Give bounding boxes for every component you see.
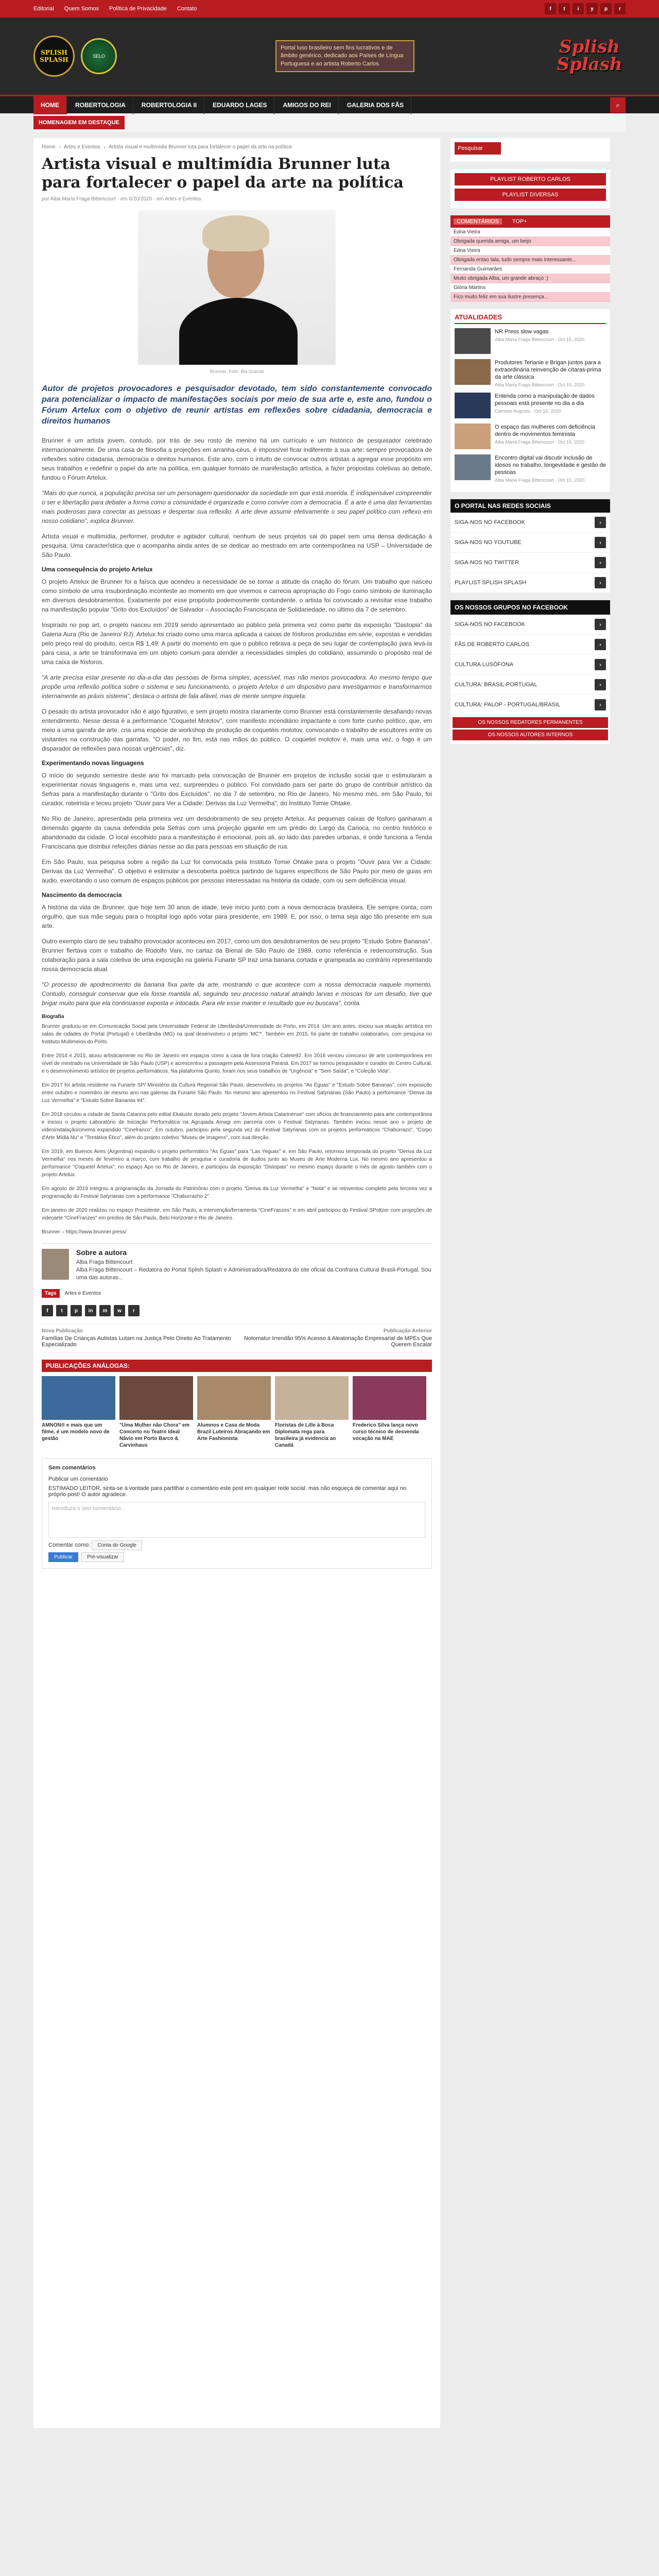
crumb-category[interactable]: Artes e Eventos xyxy=(64,144,100,150)
news-title[interactable]: Produtores Terianie e Brigan juntos para a extraordinária reinvenção de cítaras-prima da arte clássica xyxy=(495,360,601,380)
comment-buttons xyxy=(48,1552,425,1562)
chevron-right-icon: › xyxy=(595,577,606,588)
comments-notice: ESTIMADO LEITOR, sinta-se à vontade para partilhar o comentário este post em qualquer rede social. mas não esqueça de comentar aqui no próprio post! O autor agradece. xyxy=(48,1485,406,1498)
news-thumb xyxy=(455,328,491,354)
writers-button[interactable]: OS NOSSOS REDATORES PERMANENTES xyxy=(453,717,608,728)
news-item[interactable] xyxy=(455,423,606,449)
bio-heading: Biografia xyxy=(42,1014,64,1020)
article-lead: Autor de projetos provocadores e pesquisador devotado, tem sido constantemente convocado para potencializar o impacto de manifestações sociais por meio de sua arte e, este ano, fundou o Fórum Artelux com o objetivo de reunir artistas em reflexões sobre cidadania, democracia e direitos humanos xyxy=(42,384,432,426)
share-pinterest-icon[interactable]: p xyxy=(71,1305,82,1316)
sidebar-playlists xyxy=(450,169,610,208)
comment-snippet[interactable]: Muito obrigada Alba, um grande abraço :) xyxy=(450,274,610,283)
author-avatar xyxy=(42,1249,69,1280)
paragraph: A história da vida de Brunner, que hoje tem 30 anos de idade, teve início junto com a nova democracia brasileira. Ele sempre conta, com orgulho, que sua mãe seguiu para o hospital logo após votar para presidente, em 1989. E, por isso, o tema seja algo tão presente em sua arte. xyxy=(42,904,432,929)
related-item[interactable] xyxy=(275,1376,349,1449)
social-widget xyxy=(450,499,610,593)
search-icon[interactable]: ⌕ xyxy=(610,97,626,113)
group-row[interactable] xyxy=(450,635,610,655)
social-row[interactable] xyxy=(450,553,610,573)
news-meta: Alba Maria Fraga Bittencourt · Oct 15, 2020 xyxy=(495,478,585,483)
newer-title[interactable]: Famílias De Crianças Autistas Lutam na Justiça Pelo Direito Ao Tratamento Especializado xyxy=(42,1335,231,1348)
comment-snippet[interactable]: Fico muito feliz em sua ilustre presença... xyxy=(450,293,610,302)
comment-as-label: Comentar como: xyxy=(48,1542,91,1548)
paragraph: "O processo de apodrecimento da banana fixa parte da arte, mostrando o que acontece com a nossa democracia naquele momento. Contudo, conseguir conservar que ela fosse mantida ali, seguindo seu processo natural atraindo larvas e moscas for um desafio, tive que brigar muito para que ela continuasse exposta e intocada. Para ele esse manter e resultado que eu buscava", conta. xyxy=(42,981,432,1007)
related-title[interactable]: "Uma Mulher não Chora" em Concerto no Teatro Ideal Nâvio em Porto Barco & Carvinhaus xyxy=(119,1422,190,1448)
older-label: Publicação Anterior xyxy=(383,1328,432,1334)
chevron-right-icon: › xyxy=(595,557,606,568)
bio-paragraph: Brunner graduou-se em Comunicação Social pela Universidade Federal de Uberlândia/Universidade do Porto, em 2014. Um ano antes, iniciou sua atuação artística em salas de cidades do Portal (Portugal) e Uberlândia (MG) na qual desenvolveu o projeto 'MC'*. Também em 2015, foi parte de trabalho colaborativo, com pesquisa no Instituto Multimeios do Porto. xyxy=(42,1024,432,1045)
header-tagline: Portal luso brasileiro sem fins lucrativos e de âmbito genérico, dedicado aos Países de Língua Portuguesa e ao artista Roberto Carlos xyxy=(275,40,414,72)
chevron-right-icon: › xyxy=(595,537,606,548)
comment-author[interactable]: Edna Vieira xyxy=(450,246,610,256)
related-title[interactable]: Alumnos e Casa de Moda Brazil Luteiros Abraçando em Arte Fashionista xyxy=(197,1422,270,1442)
top-links xyxy=(33,6,197,12)
facebook-icon[interactable]: f xyxy=(545,3,556,14)
comment-author[interactable]: Edna Vieira xyxy=(450,228,610,237)
section-heading: Uma consequência do projeto Artelux xyxy=(42,566,153,573)
chevron-right-icon: › xyxy=(595,699,606,710)
comment-input[interactable]: Introduza o seu comentário... xyxy=(48,1502,425,1538)
chevron-right-icon: › xyxy=(595,639,606,650)
social-row-label[interactable]: SIGA-NOS NO YOUTUBE xyxy=(455,539,522,546)
author-name[interactable]: Alba Fraga Bittencourt xyxy=(76,1259,133,1265)
group-row[interactable] xyxy=(450,655,610,675)
top-link-about[interactable]: Quem Somos xyxy=(64,6,99,12)
related-heading: PUBLICAÇÕES ANÁLOGAS: xyxy=(42,1360,432,1372)
news-widget xyxy=(450,309,610,492)
seal-logo: SELO xyxy=(81,38,117,74)
pinterest-icon[interactable]: p xyxy=(600,3,612,14)
share-whatsapp-icon[interactable]: w xyxy=(114,1305,125,1316)
news-title[interactable]: O espaço das mulheres com deficiência dentro de movimentos feminista xyxy=(495,424,596,437)
newer-label: Nova Publicação xyxy=(42,1328,83,1334)
bio-paragraph: Em 2019, em Buenos Aires (Argentina) expandiu o projeto performático "As Éguas" para "Las Yeguas" e, em São Paulo, retornou temporada do projeto "Deriva da Luz Vermelha" nos meses de fevereiro a março, com trabalho de pesquisa e curadoria de áudios junto ao Museu de Arte Moderna Lux. No mesmo ano apresentou a performance "Coquetel Artelux", no espaço Apo no Rio de Janeiro, e participou da exposição "Distopias" no mesmo espaço durante o mês de agosto também com o projeto Artelux. xyxy=(42,1149,432,1178)
social-row[interactable] xyxy=(450,533,610,553)
share-facebook-icon[interactable]: f xyxy=(42,1305,53,1316)
tag-link[interactable]: Artes e Eventos xyxy=(64,1291,101,1296)
site-header xyxy=(0,18,659,95)
groups-widget xyxy=(450,600,610,744)
nav-robertologia-2[interactable]: ROBERTOLOGIA II xyxy=(134,96,204,114)
news-thumb xyxy=(455,454,491,480)
older-title[interactable]: Notomatur Irrendão 95% Acesso à Aleatoriação Empresarial de MPEs Que Querem Escalar xyxy=(244,1335,432,1348)
author-bio: Alba Fraga Bittencourt – Redatora do Portal Splish Splash e Administradora/Redatora do site oficial da Confraria Cultural Brasil-Portugal. Sou uma das autoras... xyxy=(76,1267,431,1281)
comments-subtitle: Publicar um comentário xyxy=(48,1476,108,1482)
related-item[interactable] xyxy=(353,1376,426,1449)
youtube-icon[interactable]: y xyxy=(586,3,598,14)
bio-paragraph: Em janeiro de 2020 realizou no espaço Presidente, em São Paulo, a intervenção/ferramenta "CineFranzes" e em abril participou do Festival SPoltzer com projeções de videoarte "CineFranzes" em prédios de São Paulo, Belo Horizonte e Rio de Janeiro. xyxy=(42,1208,432,1221)
paragraph: O início do segundo semestre deste ano foi marcado pela convocação de Brunner em projetos de inclusão social que o estimularam a experimentar novas linguagens e, mais uma vez, surpreendeu o público. Foi convidado para ser parte do grupo de contribuir artístico da Sefras para a manifestação durante o "Grito dos Excluídos", no dia 7 de setembro, no Rio de Janeiro. No mesmo mês, em São Paulo, foi curador, roteirista e teceu projeto "Ouvir para Ver a Cidade: Derivas da Luz Vermelha", do Instituto Tomie Ohtake. xyxy=(42,772,432,807)
chevron-right-icon: › xyxy=(595,679,606,690)
publish-button[interactable]: Publicar xyxy=(48,1552,78,1562)
crumb-sep: › xyxy=(59,144,61,150)
comment-snippet[interactable]: Obrigada querida amiga, um beijo xyxy=(450,237,610,246)
share-mail-icon[interactable]: m xyxy=(99,1305,111,1316)
news-meta: Alba Maria Fraga Bittencourt · Oct 15, 2020 xyxy=(495,382,585,387)
news-thumb xyxy=(455,359,491,385)
top-link-editorial[interactable]: Editorial xyxy=(33,6,54,12)
playlist-other-button[interactable]: PLAYLIST DIVERSAS xyxy=(455,189,606,201)
comment-as-row xyxy=(48,1542,425,1548)
comment-snippet[interactable]: Obrigada entao tala, tudo sempre mais interessante... xyxy=(450,256,610,265)
bio-paragraph: Em agosto de 2019 integrou a programação da Jornada do Patrimônio com o projeto "Deriva da Luz Vermelha" e "Nota" e se reinventou completo pela terceira vez a programação do Festival Satyrianas com a performance "Chaburrazho 2". xyxy=(42,1186,432,1199)
playlist-rc-button[interactable]: PLAYLIST ROBERTO CARLOS xyxy=(455,173,606,185)
related-thumb xyxy=(197,1376,271,1420)
news-item[interactable] xyxy=(455,393,606,418)
group-row[interactable] xyxy=(450,695,610,715)
nav-eduardo-lages[interactable]: EDUARDO LAGES xyxy=(205,96,274,114)
related-title[interactable]: Floristas de Lille à Boca Diplomata rega para brasileira já evidencia ao Canadá xyxy=(275,1422,336,1448)
group-row[interactable] xyxy=(450,675,610,695)
chevron-right-icon: › xyxy=(595,659,606,670)
twitter-icon[interactable]: t xyxy=(559,3,570,14)
related-list xyxy=(42,1376,432,1449)
photo-hair xyxy=(202,215,269,251)
writers-buttons xyxy=(450,715,610,744)
author-box xyxy=(42,1243,432,1282)
news-item[interactable] xyxy=(455,328,606,354)
social-row-label[interactable]: SIGA-NOS NO FACEBOOK xyxy=(455,519,525,526)
sidebar-search-box xyxy=(450,138,610,162)
paragraph: Brunner é um artista jovem, contudo, por trás de seu rosto de menino há um currículo e um histórico de pesquisador celebrado internacionalmente. De uma casa de filosofia a projeções em arranha-céus, é impossível ficar indiferente à sua arte: sempre provocadora de reflexões sobre cidadania, democracia e direitos humanos. Este ano, com o intuito de convocar outros artistas a agregar esse propósito em seus trabalhos e redefinir o papel da arte na política, em qualquer formato de manifestação artística, a fazer propostas coletivas ao debate, fundou o Fórum Artelux. xyxy=(42,437,432,481)
news-meta: Alba Maria Fraga Bittencourt · Oct 15, 2020 xyxy=(495,439,585,445)
group-row-label[interactable]: CULTURA LUSÓFONA xyxy=(455,662,514,668)
comment-author[interactable]: Fernanda Guimarães xyxy=(450,265,610,274)
hero-photo xyxy=(138,210,336,365)
top-bar xyxy=(0,0,659,18)
news-thumb xyxy=(455,393,491,418)
article-meta: por Alba Maria Fraga Bittencourt · em 6/20/2020 · em Artes e Eventos xyxy=(42,196,201,202)
paragraph: Inspirado no pop art, o projeto nasceu em 2019 sendo apresentado ao público pela primeira vez como parte da exposição "Dastopia" da Galeria Aura (Rio de Janeiro/ RJ). Artelux foi criado como uma marca aplicada a caixas de fósforos produzidas em série, expostas e vendidas pelo preço real do produto, cerca R$ 1,49. A partir do momento em que o público retirava a peça de seu lugar de contemplação para levá-la para casa, a arte se transformava em um objeto comum para atender a necessidades simples do cotidiano, assumindo o propósito real de uma caixa de fósforos. xyxy=(42,621,432,666)
article-body xyxy=(42,436,432,1236)
social-row[interactable] xyxy=(450,513,610,533)
ticker-label: HOMENAGEM EM DESTAQUE xyxy=(33,116,125,129)
related-item[interactable] xyxy=(42,1376,115,1449)
authors-button[interactable]: OS NOSSOS AUTORES INTERNOS xyxy=(453,730,608,740)
paragraph: Em São Paulo, sua pesquisa sobre a região da Luz foi convocada pela Instituto Tomie Ohtake para o projeto "Ouvir para Ver a Cidade: Derivas da Luz Vermelha". O objetivo é estimular a descoberta poética partindo de lugares específicos de São Paulo por meio de guias em áudio, exercitando o uso comum de espaços públicos por pessoas interessadas na história da cidade, com ou sem deficiência visual. xyxy=(42,858,432,884)
paragraph: No Rio de Janeiro, apresentada pela primeira vez um desdobramento de seu projeto Artelux. As pequenas caixas de fósforo ganharam a dimensão gigante da causa defendida pela Sefras com uma projeção gigante em um prédio do Largo da Carioca, no centro histórico e abandonado da cidade. O local escolhido para a manifestação é emocional, pois ali, ao lado das paredes urbanas, é onde funciona a Tenda Franciscana que distribui refeições diárias nesse ao dia para pessoas em situação de rua. xyxy=(42,815,432,850)
related-item[interactable] xyxy=(197,1376,271,1449)
paragraph: O pesado do artista provocador não é algo figurativo, e sem projeto mostra claramente como Brunner está constantemente desafiando novas entendimento. Nesse dessa é a performance "Coquetel Molotov", com manifesto incendiário impactante e com forte cunho político, que, em meio a uma garrafa de arte, cria uma espécie de workshop de produção de coquetéis molotov, convocando o trabalho de escultores entre os visitantes na construção das garrafas. "O poder, no fim, está nas mãos do público. O coquetel molotov é, mais uma vez, o fogo é um disparador de reflexões para nossas urgências", diz. xyxy=(42,708,432,752)
logo-right-line1: Splish xyxy=(559,37,620,57)
related-item[interactable] xyxy=(119,1376,193,1449)
content-wrap xyxy=(0,132,659,2428)
social-row-label[interactable]: PLAYLIST SPLISH SPLASH xyxy=(455,580,526,586)
news-title[interactable]: NR Press slow vagas xyxy=(495,329,549,335)
rss-icon[interactable]: r xyxy=(614,3,626,14)
nav-robertologia[interactable]: ROBERTOLOGIA xyxy=(68,96,133,114)
related-title[interactable]: Frederico Silva lança novo curso técnico de desvenda vocação na MAE xyxy=(353,1422,419,1442)
comments-widget xyxy=(450,215,610,302)
share-reddit-icon[interactable]: r xyxy=(128,1305,140,1316)
groups-heading: OS NOSSOS GRUPOS NO FACEBOOK xyxy=(450,600,610,615)
social-heading: O PORTAL NAS REDES SOCIAIS xyxy=(450,499,610,513)
comments-section xyxy=(42,1458,432,1569)
related-thumb xyxy=(119,1376,193,1420)
top-socials xyxy=(545,3,626,14)
breadcrumb xyxy=(42,144,432,150)
paragraph: "A arte precisa estar presente no dia-a-dia das pessoas de forma simples, acessível, mas não menos provocadora. Ao mesmo tempo que propõe uma reflexão política sobre o sistema e seu funcionamento, o projeto Artelux é um dispositivo para investigarmos e transformarmos internamente as práxis sistema", destaca o artista de fala afável, mas de mente sempre inquieta. xyxy=(42,674,432,700)
news-item[interactable] xyxy=(455,454,606,483)
tags-label: Tags xyxy=(42,1289,60,1298)
bio-paragraph: Em 2017 foi artista residente na Funarte SP/ Ministério da Cultura Regional São Paulo, desenvolveu os projetos "As Éguas" e "Estudo Sobre Bananas", com exposição entre outubro e novembro de mesmo ano nas galerias da Funarte São Paulo. No mesmo ano apresentou no Festival Satyrianas (São Paulo) a performance "Deriva da Luz Vermelha" e "Estudo Sobre Bananas #4". xyxy=(42,1082,432,1104)
news-meta: Carmelo Augusto · Oct 15, 2020 xyxy=(495,409,561,414)
related-thumb xyxy=(275,1376,349,1420)
logo-right-line2: Splash xyxy=(557,54,622,75)
nav-amigos-do-rei[interactable]: AMIGOS DO REI xyxy=(275,96,338,114)
tab-top[interactable]: TOP+ xyxy=(512,218,527,225)
ticker-bar xyxy=(33,113,626,132)
comments-list xyxy=(450,228,610,302)
section-heading: Experimentando novas linguagens xyxy=(42,759,144,767)
article-title: Artista visual e multimídia Brunner luta para fortalecer o papel da arte na política xyxy=(42,155,404,192)
paragraph: O projeto Artelux de Brunner foi a faísca que acendeu a necessidade de se tomar a atitude da criação do fórum. Um trabalho que nasceu como símbolo de uma insubordinação inconteste ao momento em que vivemos e carrecia apropriação do Fogo como símbolo de iluminação em diversos desdobramentos. Exatamente por esse propósito podemosmente contundente, o artista foi convocado a revisitar esse trabalho na manifestação popular "Grito dos Excluídos" de Salvador – Associação Franciscana de Solidariedade, no último dia 7 de setembro. xyxy=(42,578,432,613)
related-title[interactable]: AMNON® e mais que um filme, é um modelo novo de gestão xyxy=(42,1422,110,1442)
news-title[interactable]: Encontro digital vai discutir inclusão de idosos no trabalho, longevidade e gestão de pessoas xyxy=(495,455,606,476)
comments-title: Sem comentários xyxy=(48,1465,96,1471)
group-row-label[interactable]: SIGA-NOS NO FACEBOOK xyxy=(455,621,525,628)
photo-body xyxy=(179,298,298,365)
author-heading: Sobre a autora xyxy=(76,1248,127,1257)
social-row[interactable] xyxy=(450,573,610,593)
share-twitter-icon[interactable]: t xyxy=(56,1305,67,1316)
search-button[interactable]: Pesquisar xyxy=(455,142,501,155)
paragraph: Artista visual e multimídia, performer, produtor e agitador cultural, nenhum de seus projetos sai do papel sem uma densa dedicação à pesquisa. Uma característica que o acompanha ainda antes de se dedicar ao mestrado em arte contemporânea na USP – Universidade de São Paulo. xyxy=(42,533,432,558)
older-post[interactable] xyxy=(235,1328,432,1348)
comment-author[interactable]: Glória Martins xyxy=(450,283,610,293)
paragraph: "Mais do que nunca, a população precisa ser um personagem questionador da sociedade em que está inserida. É indispensável compreender o ser e libertação para debater a forma como a comunidade é organizada e como convive com a democracia. É a arte é uma das ferramentas mais poderosas para conectar as pessoas e despertar sua reflexão. A arte deve assumir efetivamente o seu papel político com reflexo em nosso cotidiano", explica Brunner. xyxy=(42,489,432,524)
preview-button[interactable]: Pré-visualizar xyxy=(81,1552,124,1562)
tags-row xyxy=(42,1289,432,1298)
news-heading: ATUALIDADES xyxy=(455,313,606,324)
group-row[interactable] xyxy=(450,615,610,635)
nav-galeria-dos-fas[interactable]: GALERIA DOS FÃS xyxy=(340,96,411,114)
group-row-label[interactable]: CULTURA: BRASIL-PORTUGAL xyxy=(455,682,537,688)
article-main xyxy=(33,138,440,2428)
news-meta: Alba Maria Fraga Bittencourt · Oct 15, 2020 xyxy=(495,337,585,342)
crumb-current: Artista visual e multimídia Brunner luta para fortalecer o papel da arte na política xyxy=(109,144,292,150)
crumb-home[interactable]: Home xyxy=(42,144,56,150)
group-row-label[interactable]: CULTURA: PALOP - PORTUGAL/BRASIL xyxy=(455,702,561,708)
chevron-right-icon: › xyxy=(595,619,606,630)
chevron-right-icon: › xyxy=(595,517,606,528)
news-title[interactable]: Entenda como a manipulação de dados pessoais está presente no dia a dia xyxy=(495,393,595,406)
section-heading: Nascimento da democracia xyxy=(42,891,122,899)
top-link-privacy[interactable]: Política de Privacidade xyxy=(109,6,167,12)
instagram-icon[interactable]: i xyxy=(573,3,584,14)
comment-as-select[interactable]: Conta do Google xyxy=(92,1540,142,1550)
photo-caption: Brunner. Foto: Bia Gramal xyxy=(210,369,264,374)
news-thumb xyxy=(455,423,491,449)
nav-home[interactable]: HOME xyxy=(33,96,67,114)
group-row-label[interactable]: FÃS DE ROBERTO CARLOS xyxy=(455,641,530,648)
share-linkedin-icon[interactable]: in xyxy=(85,1305,96,1316)
bio-paragraph: Em 2018 circulou a cidade de Santa Catarina pelo edital Ekaluste dorado pelo projeto "Jovem Artista Catarinense" com ofícios de financiamento para arte contemporânea e iniciou o projeto Laboratório de Iniciação Performática na Agrupada Amagi em parceria com o Festival Satyrianas. Também iniciou nesse ano o projeto de videoinstalação/cinema expandido "Cinefranco". Em outubro, participou pela segunda vez do Festival Satyrianas com os projetos performáticos "Chaburrazo", "Corpo d'Arte Mídia Nu" e "Tentátiva Ético", além do projeto coletivo "Museu de Imagens", com sua direção. xyxy=(42,1112,432,1141)
sidebar xyxy=(450,138,610,2428)
news-item[interactable] xyxy=(455,359,606,387)
top-link-contact[interactable]: Contato xyxy=(177,6,197,12)
bio-paragraph: Entre 2014 e 2015, atuou artisticamente no Rio de Janeiro em espaços como a casa de fora criação Catete92. Em 2016 venceu concurso de arte contemporânea em nível de mestrado na Universidade de São Paulo (USP) e acrescentou a passagem pela Assessoria Paraná. Em 2017 se tornou pesquisador e curador do Centro Cultural, e o desenvolvimento artístico de projetos performáticos. Na plataforma Quinto, foram nos seus trabalhos de "Urgência" e "Sem Saída", e "Coleção Vida". xyxy=(42,1053,432,1074)
social-row-label[interactable]: SIGA-NOS NO TWITTER xyxy=(455,560,519,566)
newer-post[interactable] xyxy=(42,1328,235,1348)
bio-link[interactable]: Brunner – https://www.brunner.press/ xyxy=(42,1229,127,1235)
splish-disk-logo: SPLISH SPLASH xyxy=(33,36,75,77)
logo-left[interactable] xyxy=(33,36,136,77)
share-row xyxy=(42,1305,432,1316)
related-thumb xyxy=(353,1376,426,1420)
related-thumb xyxy=(42,1376,115,1420)
comments-tabs xyxy=(450,215,610,228)
crumb-sep: › xyxy=(103,144,106,150)
logo-right[interactable] xyxy=(553,38,626,73)
paragraph: Outro exemplo claro de seu trabalho provocador aconteceu em 2017, como um dos desdobramentos de seu projeto "Estudo Sobre Bananas". Brunner flertava com o trabalho de Rodolfo Vani, no cartaz da Bienal de São Paulo de 1989, como referência e redenconstrução. Sua colaboração para a sala coletiva de uma exposição na galeria Funarte SP traz uma banana cortada e grampeada ao contrário representando nossa democracia atual. xyxy=(42,938,432,973)
post-navigation xyxy=(42,1324,432,1352)
tab-comments[interactable]: COMENTÁRIOS xyxy=(454,218,502,225)
main-nav xyxy=(0,95,659,113)
author-text xyxy=(76,1249,432,1282)
